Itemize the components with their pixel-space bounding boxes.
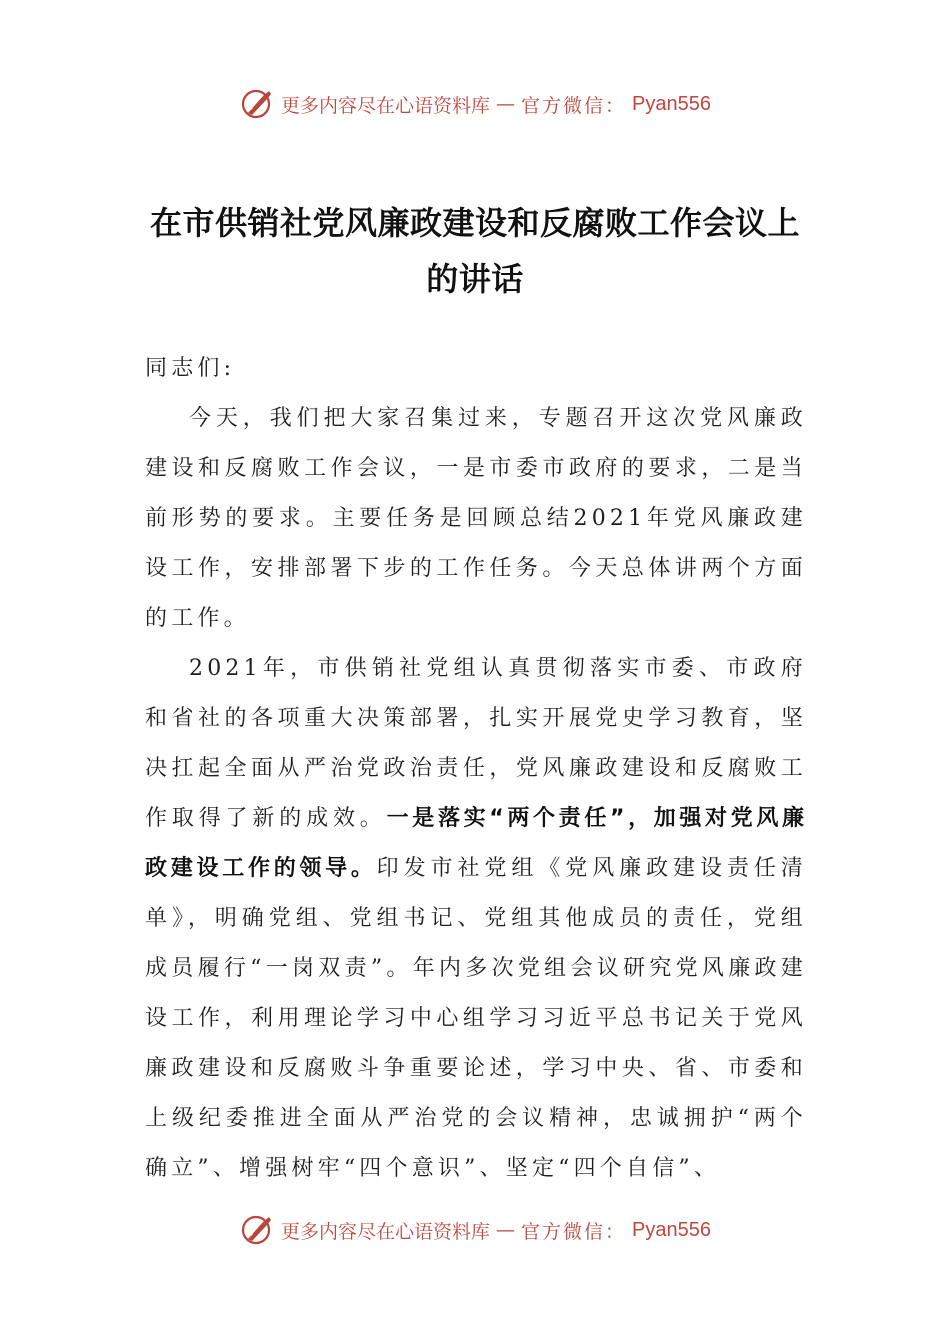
banner-brand-text: 更多内容尽在心语资料库 (281, 94, 491, 117)
footer-watermark-banner (0, 1210, 950, 1250)
header-watermark-banner (0, 84, 950, 124)
paragraph-review-bold-point: 一是落实“两个责任”，加强对党风廉政建设工作的领导。 (145, 806, 807, 881)
paragraph-review-rest: 印发市社党组《党风廉政建设责任清单》，明确党组、党组书记、党组其他成员的责任，党组成员履行“一岗双责”。年内多次党组会议研究党风廉政建设工作，利用理论学习中心组学习习近平总书记关于党风廉政建设和反腐败斗争重要论述，学习中央、省、市委和上级纪委推进全面从严治党的会议精神，忠诚拥护“两个确立”、增强树牢“四个意识”、坚定“四个自信”、 (145, 856, 807, 1181)
banner-wechat-id: Pyan556 (632, 1218, 711, 1241)
paragraph-review (145, 644, 807, 1194)
banner-wechat-label: 官方微信： (521, 1220, 627, 1243)
banner-wechat-label: 官方微信： (521, 94, 627, 117)
paragraph-review-intro: 2021年，市供销社党组认真贯彻落实市委、市政府和省社的各项重大决策部署，扎实开展党史学习教育，坚决扛起全面从严治党政治责任，党风廉政建设和反腐败工作取得了新的成效。 (145, 656, 807, 831)
document-title: 在市供销社党风廉政建设和反腐败工作会议上的讲话 (149, 204, 800, 298)
document-body (145, 344, 807, 1194)
banner-brand-text: 更多内容尽在心语资料库 (281, 1220, 491, 1243)
banner-wechat-id: Pyan556 (632, 92, 711, 115)
pen-nib-logo-icon (239, 1212, 275, 1248)
pen-nib-logo-icon (239, 86, 275, 122)
paragraph-intro: 今天，我们把大家召集过来，专题召开这次党风廉政建设和反腐败工作会议，一是市委市政府的要求，二是当前形势的要求。主要任务是回顾总结2021年党风廉政建设工作，安排部署下步的工作任务。今天总体讲两个方面的工作。 (145, 406, 807, 631)
salutation: 同志们: (145, 356, 236, 381)
banner-dash: — (496, 93, 516, 115)
banner-dash: — (496, 1219, 516, 1241)
